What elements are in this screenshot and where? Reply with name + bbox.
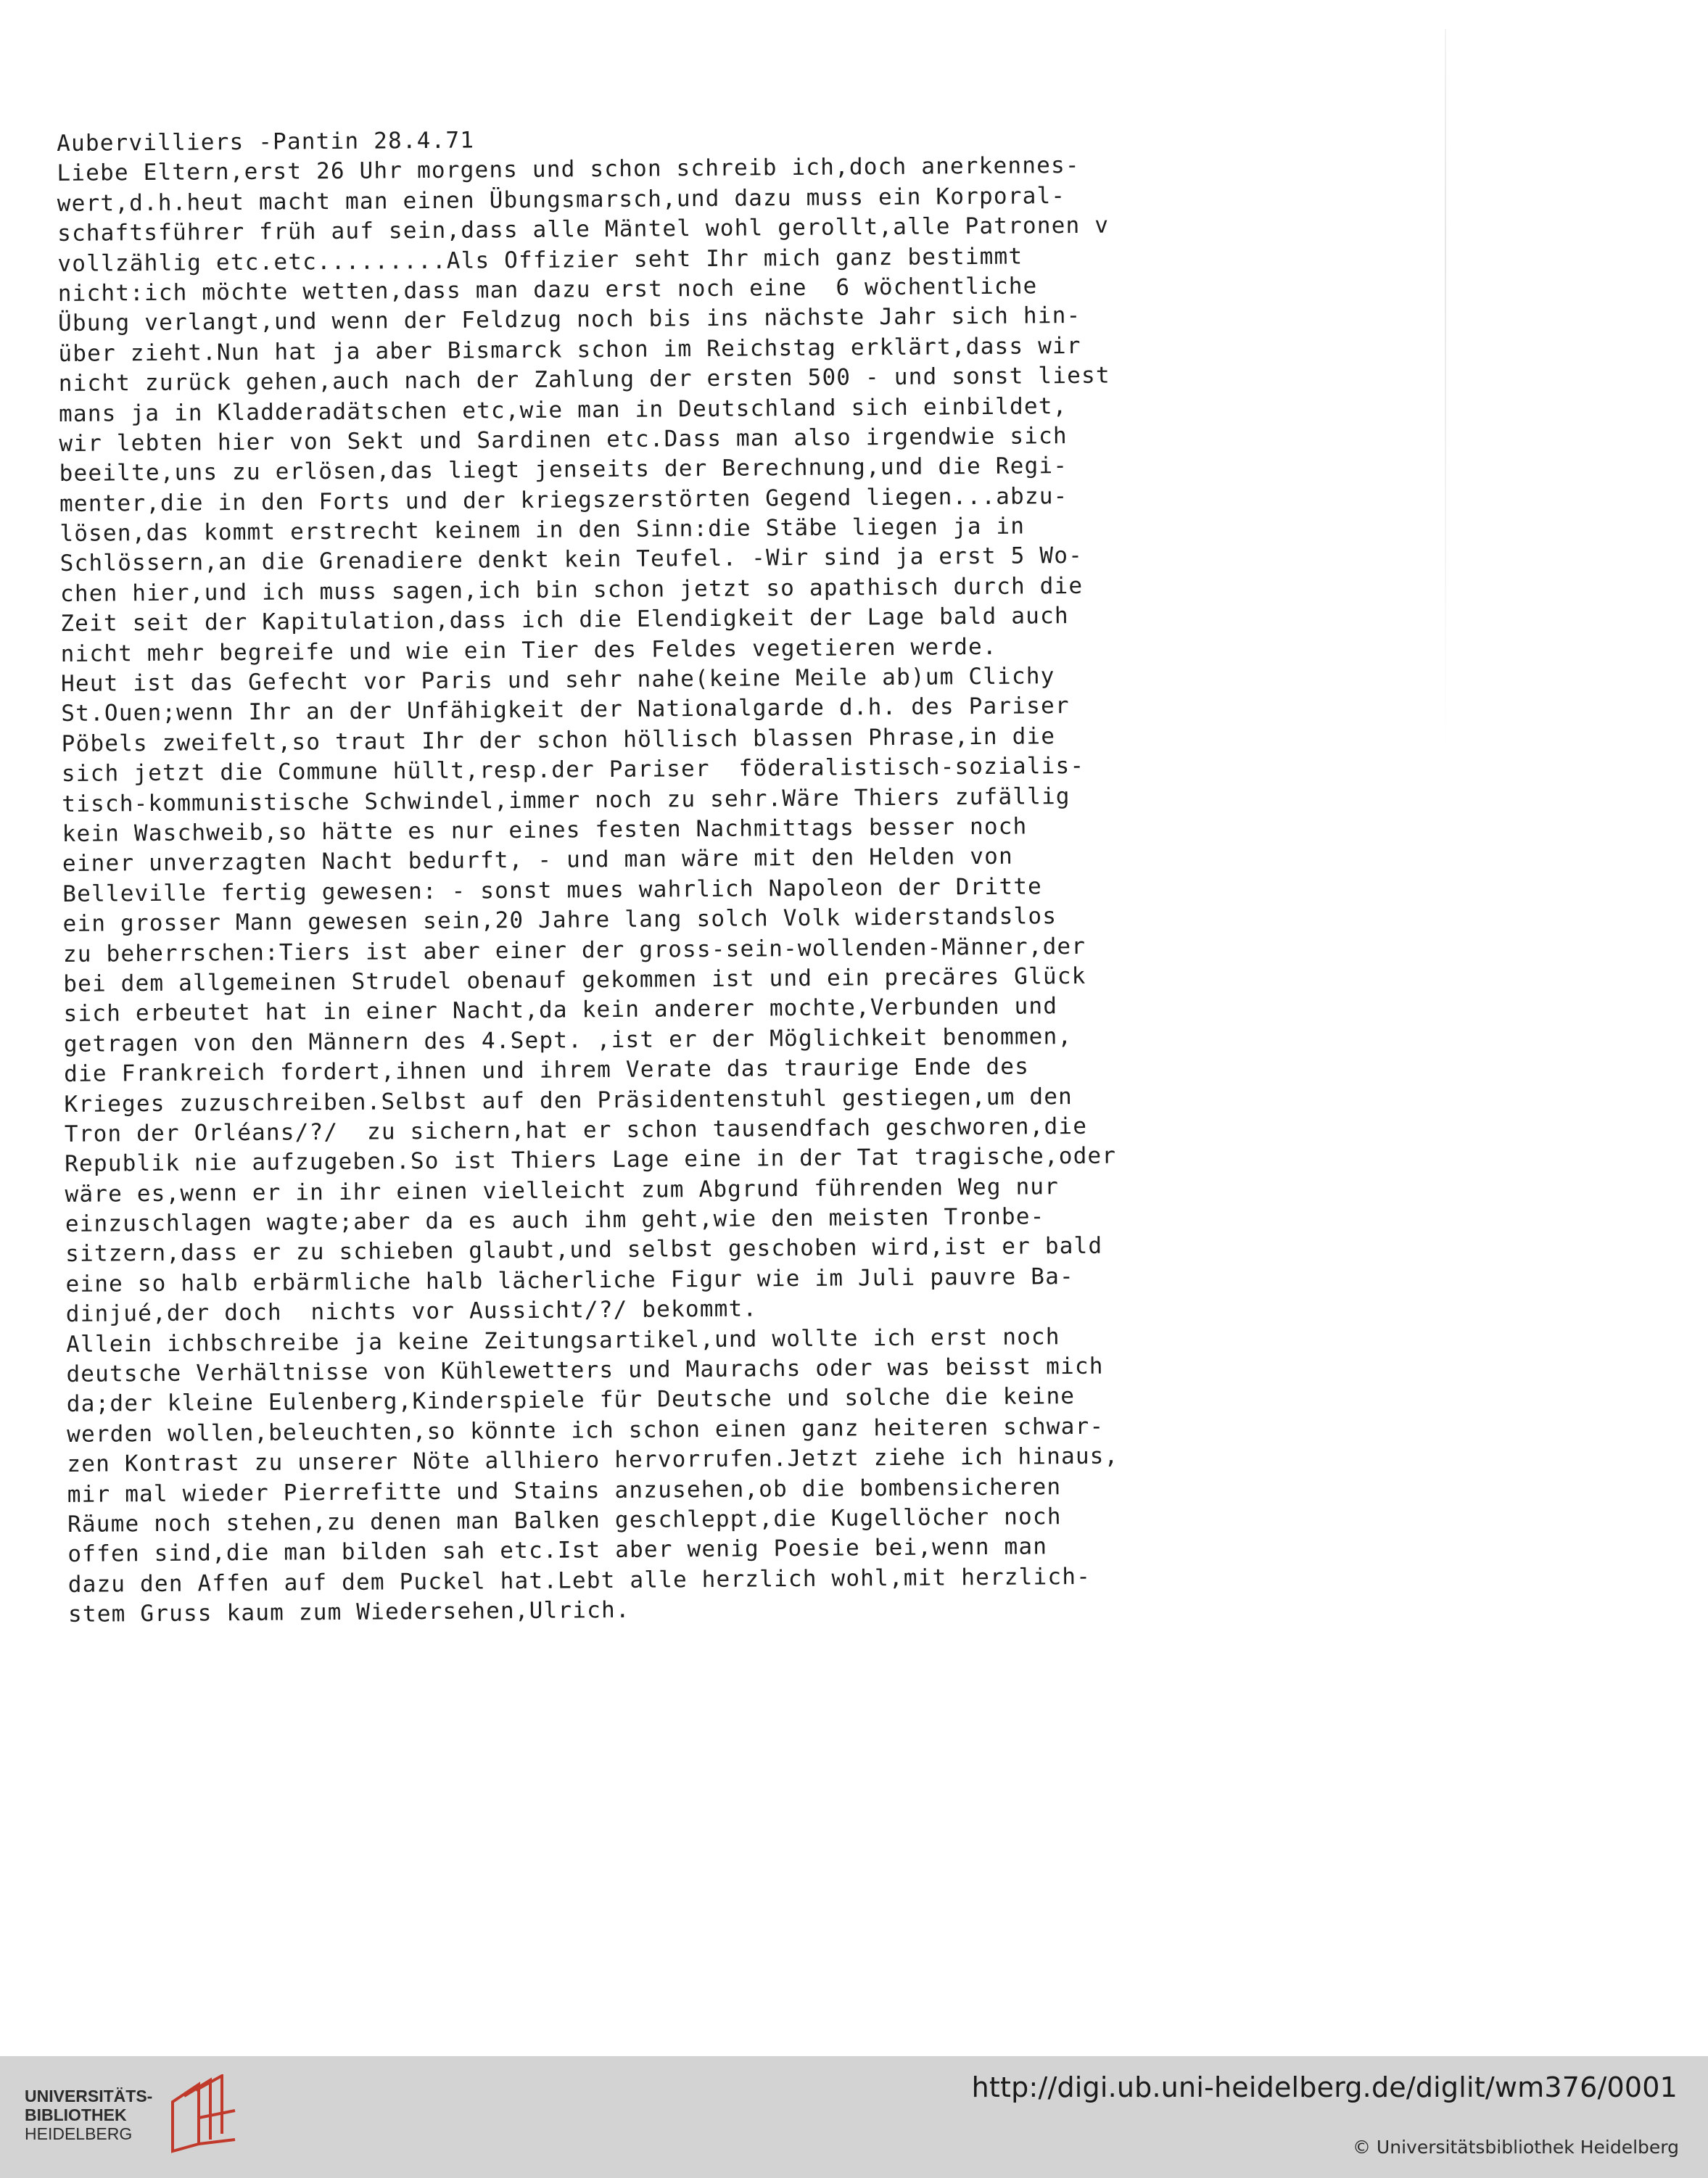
letter-line: schaftsführer früh auf sein,dass alle Mäntel wohl gerollt,alle Patronen v [57, 212, 1110, 247]
letter-line: nicht mehr begreife und wie ein Tier des Feldes vegetieren werde. [60, 633, 997, 667]
letter-line: da;der kleine Eulenberg,Kinderspiele für Deutsche und solche die keine [66, 1383, 1076, 1418]
letter-line: nicht:ich möchte wetten,dass man dazu erst noch eine 6 wöchentliche [57, 273, 1038, 307]
letter-line: bei dem allgemeinen Strudel obenauf gekommen ist und ein precäres Glück [63, 962, 1086, 997]
letter-line: Heut ist das Gefecht vor Paris und sehr nahe(keine Meile ab)um Clichy [60, 663, 1055, 698]
letter-line: Übung verlangt,und wenn der Feldzug noch bis ins nächste Jahr sich hin- [57, 302, 1081, 337]
letter-line: Allein ichbschreibe ja keine Zeitungsartikel,und wollte ich erst noch [66, 1323, 1060, 1358]
letter-line: Aubervilliers -Pantin 28.4.71 [57, 127, 475, 157]
letter-line: St.Ouen;wenn Ihr an der Unfähigkeit der Nationalgarde d.h. des Pariser [61, 693, 1070, 727]
letter-line: sitzern,dass er zu schieben glaubt,und selbst geschoben wird,ist er bald [65, 1233, 1103, 1268]
letter-line: über zieht.Nun hat ja aber Bismarck schon im Reichstag erklärt,dass wir [58, 332, 1081, 367]
letter-line: getragen von den Männern des 4.Sept. ,ist er der Möglichkeit benommen, [63, 1023, 1073, 1057]
letter-line: sich erbeutet hat in einer Nacht,da kein anderer mochte,Verbunden und [63, 993, 1058, 1028]
letter-line: Zeit seit der Kapitulation,dass ich die Elendigkeit der Lage bald auch [60, 603, 1069, 638]
letter-line: ein grosser Mann gewesen sein,20 Jahre lang solch Volk widerstandslos [62, 903, 1057, 938]
letter-line: kein Waschweib,so hätte es nur eines festen Nachmittags besser noch [62, 813, 1028, 847]
letter-line: Tron der Orléans/?/ zu sichern,hat er schon tausendfach geschworen,die [64, 1113, 1088, 1147]
letter-line: Republik nie aufzugeben.So ist Thiers Lage eine in der Tat tragische,oder [65, 1142, 1117, 1178]
letter-line: vollzählig etc.etc.........Als Offizier seht Ihr mich ganz bestimmt [57, 243, 1023, 277]
letter-line: mir mal wieder Pierrefitte und Stains anzusehen,ob die bombensicheren [67, 1473, 1062, 1508]
letter-line: Schlössern,an die Grenadiere denkt kein Teufel. -Wir sind ja erst 5 Wo- [59, 543, 1084, 577]
logo-line-2: BIBLIOTHEK [25, 2105, 127, 2124]
typewritten-letter [57, 118, 1446, 1630]
letter-line: eine so halb erbärmliche halb lächerliche Figur wie im Juli pauvre Ba- [65, 1263, 1075, 1298]
copyright-notice: © Universitätsbibliothek Heidelberg [1352, 2137, 1679, 2158]
letter-line: wir lebten hier von Sekt und Sardinen etc.Dass man also irgendwie sich [59, 422, 1068, 457]
logo-line-1: UNIVERSITÄTS- [25, 2087, 153, 2105]
letter-line: Belleville fertig gewesen: - sonst mues wahrlich Napoleon der Dritte [62, 873, 1043, 907]
letter-line: die Frankreich fordert,ihnen und ihrem Verate das traurige Ende des [64, 1053, 1030, 1088]
letter-line: werden wollen,beleuchten,so könnte ich schon einen ganz heiteren schwar- [66, 1413, 1105, 1448]
letter-line: offen sind,die man bilden sah etc.Ist aber wenig Poesie bei,wenn man [67, 1533, 1048, 1568]
letter-line: beeilte,uns zu erlösen,das liegt jenseits der Berechnung,und die Regi- [59, 453, 1068, 487]
letter-line: Krieges zuzuschreiben.Selbst auf den Präsidentenstuhl gestiegen,um den [64, 1083, 1073, 1118]
library-logo-text [25, 2087, 152, 2143]
letter-line: zu beherrschen:Tiers ist aber einer der gross-sein-wollenden-Männer,der [62, 933, 1086, 968]
letter-line: dazu den Affen auf dem Puckel hat.Lebt alle herzlich wohl,mit herzlich- [67, 1563, 1092, 1598]
letter-line: menter,die in den Forts und der kriegszerstörten Gegend liegen...abzu- [59, 482, 1068, 517]
logo-line-3: HEIDELBERG [25, 2124, 133, 2143]
letter-line: Pöbels zweifelt,so traut Ihr der schon höllisch blassen Phrase,in die [61, 723, 1056, 757]
letter-line: wert,d.h.heut macht man einen Übungsmarsch,und dazu muss ein Korporal- [57, 182, 1066, 217]
letter-line: Räume noch stehen,zu denen man Balken geschleppt,die Kugellöcher noch [67, 1503, 1062, 1538]
letter-line: zen Kontrast zu unserer Nöte allhiero hervorrufen.Jetzt ziehe ich hinaus, [67, 1443, 1119, 1478]
letter-line: lösen,das kommt erstrecht keinem in den Sinn:die Stäbe liegen ja in [59, 513, 1026, 548]
letter-line: chen hier,und ich muss sagen,ich bin schon jetzt so apathisch durch die [59, 572, 1084, 607]
letter-line: wäre es,wenn er in ihr einen vielleicht zum Abgrund führenden Weg nur [65, 1173, 1060, 1208]
letter-line: Liebe Eltern,erst 26 Uhr morgens und schon schreib ich,doch anerkennes- [57, 152, 1080, 187]
letter-line: mans ja in Kladderadätschen etc,wie man in Deutschland sich einbildet, [58, 392, 1068, 427]
letter-line: deutsche Verhältnisse von Kühlewetters und Maurachs oder was beisst mich [66, 1353, 1104, 1387]
letter-line: sich jetzt die Commune hüllt,resp.der Pariser föderalistisch-sozialis- [61, 753, 1085, 788]
letter-line: dinjué,der doch nichts vor Aussicht/?/ bekommt. [65, 1295, 758, 1328]
letter-line: stem Gruss kaum zum Wiedersehen,Ulrich. [67, 1596, 630, 1628]
letter-line: nicht zurück gehen,auch nach der Zahlung der ersten 500 - und sonst liest [58, 362, 1110, 397]
library-logo-icon [162, 2074, 242, 2154]
letter-line: tisch-kommunistische Schwindel,immer noch zu sehr.Wäre Thiers zufällig [62, 783, 1070, 817]
source-url-link[interactable]: http://digi.ub.uni-heidelberg.de/diglit/wm376/0001 [971, 2071, 1678, 2103]
letter-line: einer unverzagten Nacht bedurft, - und man wäre mit den Helden von [62, 843, 1014, 878]
page-edge-shadow [1445, 29, 1446, 754]
letter-line: einzuschlagen wagte;aber da es auch ihm geht,wie den meisten Tronbe- [65, 1203, 1045, 1238]
